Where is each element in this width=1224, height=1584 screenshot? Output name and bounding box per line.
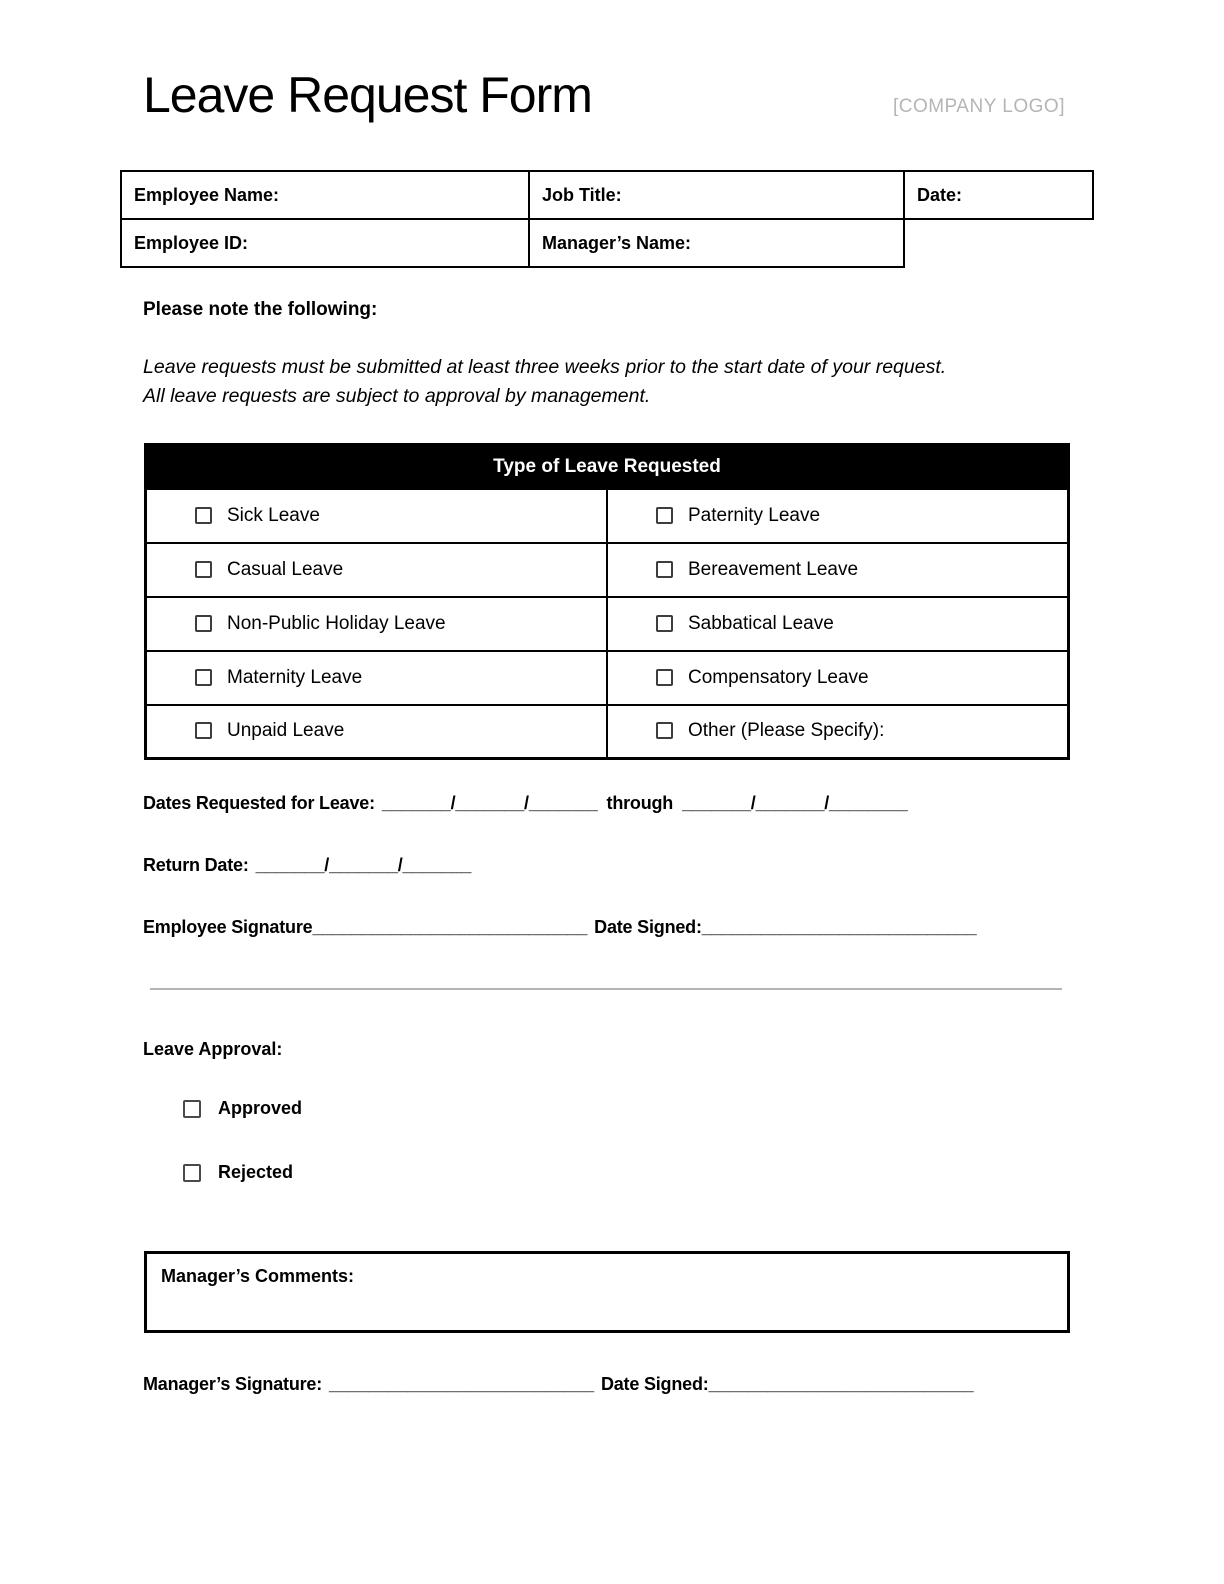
company-logo-placeholder: [COMPANY LOGO] <box>892 96 1065 117</box>
note-line-2: All leave requests are subject to approval by management. <box>143 385 651 407</box>
non-public-holiday-leave-checkbox[interactable] <box>195 615 212 632</box>
dates-from-blank[interactable]: _______/_______/_______ <box>381 793 598 813</box>
employee-info-table <box>120 170 1094 268</box>
paternity-leave-checkbox[interactable] <box>656 507 673 524</box>
rejected-label: Rejected <box>218 1162 294 1182</box>
leave-row-1 <box>146 489 1069 543</box>
leave-row-3 <box>146 597 1069 651</box>
non-public-holiday-leave-option[interactable] <box>146 597 608 651</box>
compensatory-leave-checkbox[interactable] <box>656 669 673 686</box>
note-body <box>143 353 1073 411</box>
info-row-2 <box>121 219 1093 267</box>
non-public-holiday-leave-label: Non-Public Holiday Leave <box>227 612 446 634</box>
approved-label: Approved <box>218 1098 303 1118</box>
sabbatical-leave-option[interactable] <box>607 597 1069 651</box>
manager-date-signed-blank[interactable]: ___________________________ <box>708 1374 974 1394</box>
casual-leave-checkbox[interactable] <box>195 561 212 578</box>
manager-name-label: Manager’s Name: <box>542 232 692 253</box>
approved-option[interactable] <box>183 1098 302 1119</box>
leave-table-header: Type of Leave Requested <box>146 445 1069 489</box>
leave-table-header-row <box>146 445 1069 489</box>
leave-approval-heading: Leave Approval: <box>143 1039 283 1059</box>
leave-row-5 <box>146 705 1069 759</box>
through-word: through <box>606 793 674 813</box>
dates-requested-line <box>143 793 908 814</box>
employee-id-label: Employee ID: <box>134 232 249 253</box>
page-title: Leave Request Form <box>143 67 592 123</box>
rejected-option[interactable] <box>183 1162 293 1183</box>
maternity-leave-checkbox[interactable] <box>195 669 212 686</box>
paternity-leave-option[interactable] <box>607 489 1069 543</box>
sick-leave-checkbox[interactable] <box>195 507 212 524</box>
casual-leave-option[interactable] <box>146 543 608 597</box>
manager-signature-line <box>143 1374 973 1395</box>
leave-row-2 <box>146 543 1069 597</box>
note-heading: Please note the following: <box>143 299 378 320</box>
unpaid-leave-label: Unpaid Leave <box>227 720 345 742</box>
other-leave-checkbox[interactable] <box>656 722 673 739</box>
return-date-blank[interactable]: _______/_______/_______ <box>255 855 472 875</box>
paternity-leave-label: Paternity Leave <box>688 504 821 526</box>
section-divider <box>150 988 1062 990</box>
rejected-checkbox[interactable] <box>183 1164 201 1182</box>
sabbatical-leave-checkbox[interactable] <box>656 615 673 632</box>
bereavement-leave-checkbox[interactable] <box>656 561 673 578</box>
leave-row-4 <box>146 651 1069 705</box>
bereavement-leave-label: Bereavement Leave <box>688 558 859 580</box>
compensatory-leave-option[interactable] <box>607 651 1069 705</box>
manager-signature-blank[interactable]: ___________________________ <box>329 1374 594 1394</box>
unpaid-leave-option[interactable] <box>146 705 608 759</box>
employee-date-signed-blank[interactable]: ____________________________ <box>701 917 977 937</box>
dates-to-blank[interactable]: _______/_______/________ <box>682 793 908 813</box>
empty-cell <box>904 219 1093 267</box>
other-leave-option[interactable] <box>607 705 1069 759</box>
employee-signature-line <box>143 917 976 938</box>
employee-name-field[interactable] <box>121 171 529 219</box>
employee-signature-blank[interactable]: ____________________________ <box>312 917 588 937</box>
employee-name-label: Employee Name: <box>134 184 280 205</box>
return-date-label: Return Date: <box>143 855 249 875</box>
info-row-1 <box>121 171 1093 219</box>
approved-checkbox[interactable] <box>183 1100 201 1118</box>
sick-leave-label: Sick Leave <box>227 504 320 526</box>
return-date-line <box>143 855 471 876</box>
maternity-leave-option[interactable] <box>146 651 608 705</box>
manager-signature-label: Manager’s Signature: <box>143 1374 323 1394</box>
date-field[interactable] <box>904 171 1093 219</box>
sick-leave-option[interactable] <box>146 489 608 543</box>
leave-type-table <box>144 443 1070 760</box>
maternity-leave-label: Maternity Leave <box>227 666 363 688</box>
employee-date-signed-label: Date Signed: <box>594 917 702 937</box>
compensatory-leave-label: Compensatory Leave <box>688 666 869 688</box>
note-line-1: Leave requests must be submitted at least three weeks prior to the start date of your request. <box>143 356 947 378</box>
manager-date-signed-label: Date Signed: <box>600 1374 709 1394</box>
job-title-field[interactable] <box>529 171 904 219</box>
job-title-label: Job Title: <box>542 184 622 205</box>
bereavement-leave-option[interactable] <box>607 543 1069 597</box>
manager-comments-box[interactable] <box>144 1251 1070 1333</box>
employee-id-field[interactable] <box>121 219 529 267</box>
other-leave-label: Other (Please Specify): <box>688 720 885 742</box>
sabbatical-leave-label: Sabbatical Leave <box>688 612 834 634</box>
unpaid-leave-checkbox[interactable] <box>195 722 212 739</box>
date-label: Date: <box>917 184 963 205</box>
dates-requested-label: Dates Requested for Leave: <box>143 793 375 813</box>
employee-signature-label: Employee Signature <box>143 917 313 937</box>
casual-leave-label: Casual Leave <box>227 558 344 580</box>
manager-comments-label: Manager’s Comments: <box>161 1266 355 1286</box>
manager-name-field[interactable] <box>529 219 904 267</box>
form-header <box>143 68 1065 123</box>
